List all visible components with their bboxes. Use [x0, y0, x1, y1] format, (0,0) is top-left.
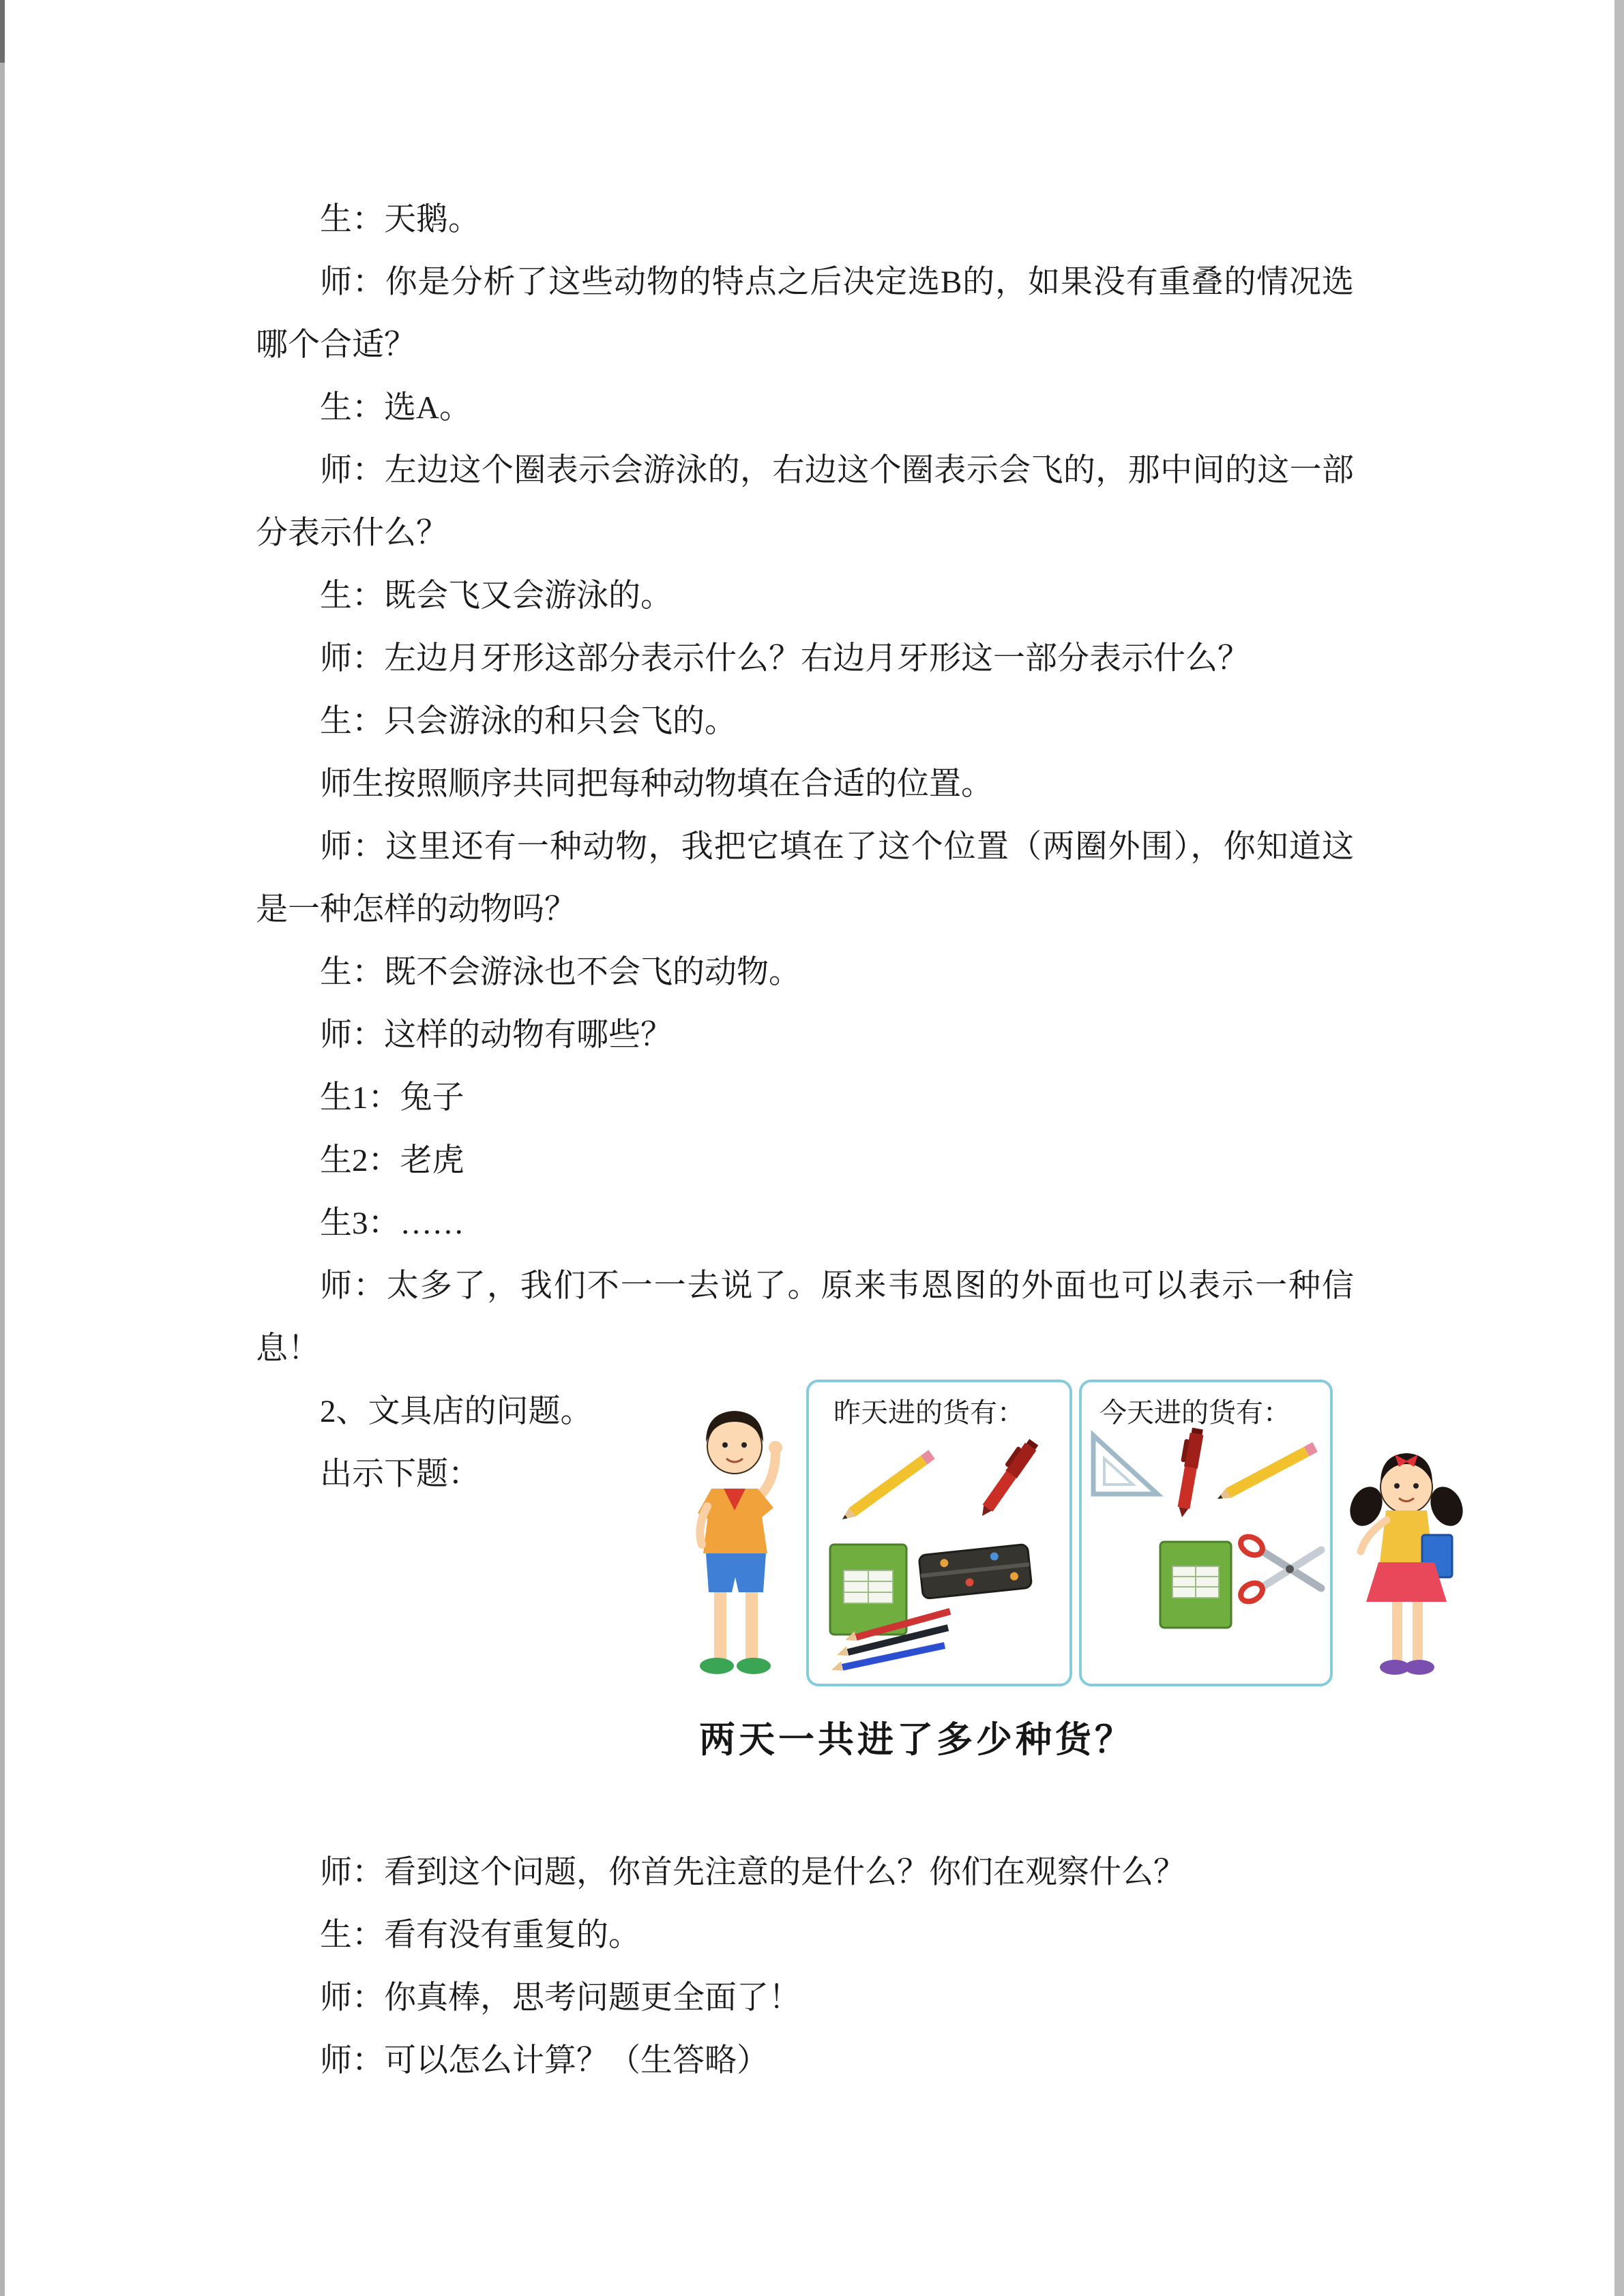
dialogue-paragraph: 师：太多了，我们不一一去说了。原来韦恩图的外面也可以表示一种信息！ [256, 1268, 1354, 1367]
boy-shorts [706, 1553, 766, 1592]
page-edge-right [1614, 0, 1624, 2296]
dialogue-paragraph: 师：左边这个圈表示会游泳的，右边这个圈表示会飞的，那中间的这一部分表示什么？ [256, 453, 1354, 551]
girl-illustration [1344, 1453, 1468, 1675]
boy-hand [769, 1441, 782, 1455]
dialogue-paragraph: 师：可以怎么计算？（生答略） [320, 2043, 769, 2078]
notebook-icon [1160, 1542, 1231, 1628]
dialogue-paragraph: 生2：老虎 [320, 1143, 464, 1178]
dialogue-paragraph: 师：这样的动物有哪些？ [320, 1017, 673, 1053]
dialogue-paragraph: 生1：兔子 [320, 1080, 464, 1116]
boy-shoe [700, 1658, 734, 1674]
dialogue-paragraph: 师：看到这个问题，你首先注意的是什么？你们在观察什么？ [320, 1855, 1185, 1890]
dialogue-paragraph: 生3：…… [320, 1206, 464, 1241]
notebook-icon [830, 1545, 906, 1635]
page-edge-left [0, 0, 5, 2296]
dialogue-paragraph: 生：天鹅。 [320, 202, 480, 237]
stationery-figure [672, 1373, 1477, 1795]
girl-leg [1392, 1602, 1402, 1662]
girl-eye [1394, 1483, 1400, 1489]
dialogue-paragraph: 师：这里还有一种动物，我把它填在了这个位置（两圈外围），你知道这是一种怎样的动物吗？ [256, 829, 1354, 927]
boy-leg [745, 1592, 758, 1660]
dialogue-paragraph: 师：你是分析了这些动物的特点之后决定选B的，如果没有重叠的情况选哪个合适？ [256, 265, 1354, 363]
dialogue-paragraph: 师：你真棒，思考问题更全面了！ [320, 1980, 801, 2016]
boy-eye [722, 1442, 728, 1448]
girl-leg [1413, 1602, 1423, 1662]
dialogue-paragraph: 出示下题： [320, 1457, 480, 1492]
scissors-pivot [1286, 1565, 1294, 1573]
dialogue-paragraph: 生：看有没有重复的。 [320, 1918, 640, 1953]
boy-leg [714, 1592, 726, 1660]
scan-artifact-corner [0, 0, 5, 63]
girl-skirt [1366, 1562, 1447, 1602]
dialogue-paragraph: 师：左边月牙形这部分表示什么？右边月牙形这一部分表示什么？ [320, 641, 1250, 676]
today-panel-title: 今天进的货有： [1099, 1397, 1290, 1428]
dialogue-paragraph: 师生按照顺序共同把每种动物填在合适的位置。 [320, 766, 993, 802]
dialogue-paragraph: 生：只会游泳的和只会飞的。 [320, 704, 737, 739]
boy-eye [741, 1442, 747, 1448]
girl-shoe [1404, 1660, 1434, 1675]
dialogue-paragraph: 生：选A。 [320, 390, 471, 426]
dialogue-paragraph: 2、文具店的问题。 [320, 1394, 593, 1429]
stationery-figure-drawing [672, 1373, 1477, 1693]
boy-illustration [698, 1411, 782, 1674]
dialogue-section-bottom [256, 1841, 1354, 2092]
dialogue-paragraph: 生：既会飞又会游泳的。 [320, 578, 673, 614]
dialogue-section-top [256, 188, 1354, 1506]
girl-eye [1413, 1483, 1419, 1489]
figure-caption: 两天一共进了多少种货？ [699, 1720, 1134, 1760]
dialogue-paragraph: 生：既不会游泳也不会飞的动物。 [320, 955, 801, 990]
yesterday-panel-title: 昨天进的货有： [833, 1397, 1024, 1428]
boy-shoe [737, 1658, 771, 1674]
